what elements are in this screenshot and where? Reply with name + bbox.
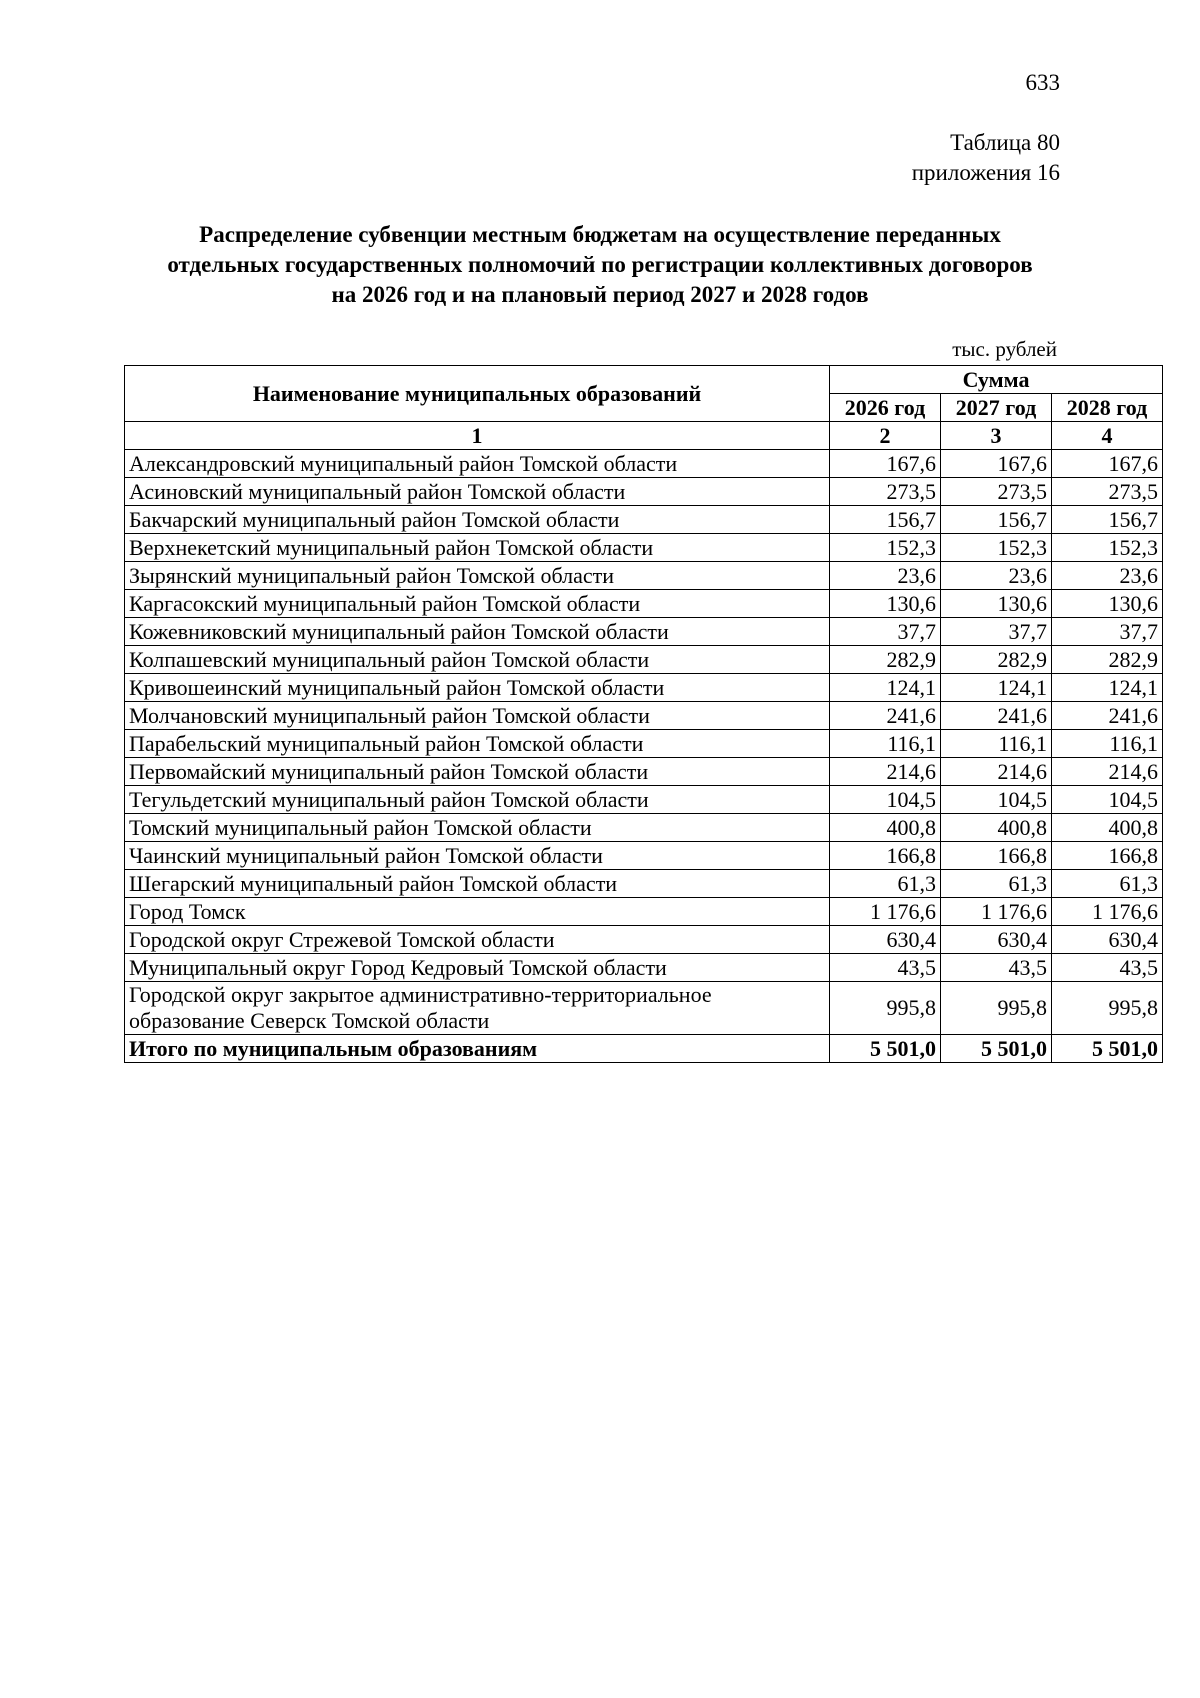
table-row	[125, 478, 1163, 506]
header-year-2026: 2026 год	[830, 394, 941, 422]
row-value-2027: 214,6	[941, 758, 1052, 786]
row-value-2026: 166,8	[830, 842, 941, 870]
row-name: Бакчарский муниципальный район Томской области	[125, 506, 830, 534]
column-number: 2	[830, 422, 941, 450]
row-value-2028: 995,8	[1052, 982, 1163, 1035]
row-value-2027: 43,5	[941, 954, 1052, 982]
table-row	[125, 982, 1163, 1035]
row-value-2027: 156,7	[941, 506, 1052, 534]
row-value-2028: 214,6	[1052, 758, 1163, 786]
row-value-2028: 124,1	[1052, 674, 1163, 702]
row-value-2026: 400,8	[830, 814, 941, 842]
table-row	[125, 450, 1163, 478]
row-name: Кривошеинский муниципальный район Томской области	[125, 674, 830, 702]
row-name: Молчановский муниципальный район Томской области	[125, 702, 830, 730]
table-row	[125, 730, 1163, 758]
header-year-2028: 2028 год	[1052, 394, 1163, 422]
table-row	[125, 674, 1163, 702]
row-value-2028: 282,9	[1052, 646, 1163, 674]
row-value-2027: 400,8	[941, 814, 1052, 842]
document-title	[100, 220, 1100, 310]
table-row	[125, 842, 1163, 870]
table-row	[125, 926, 1163, 954]
row-value-2028: 37,7	[1052, 618, 1163, 646]
row-value-2027: 995,8	[941, 982, 1052, 1035]
row-name: Кожевниковский муниципальный район Томской области	[125, 618, 830, 646]
row-name: Томский муниципальный район Томской области	[125, 814, 830, 842]
header-year-2027: 2027 год	[941, 394, 1052, 422]
row-value-2028: 43,5	[1052, 954, 1163, 982]
row-value-2027: 241,6	[941, 702, 1052, 730]
row-name: Тегульдетский муниципальный район Томской области	[125, 786, 830, 814]
row-value-2028: 400,8	[1052, 814, 1163, 842]
row-value-2028: 23,6	[1052, 562, 1163, 590]
total-value-2028: 5 501,0	[1052, 1035, 1163, 1063]
row-value-2026: 130,6	[830, 590, 941, 618]
row-value-2026: 104,5	[830, 786, 941, 814]
row-value-2027: 124,1	[941, 674, 1052, 702]
subvention-table	[124, 365, 1163, 1063]
table-row	[125, 702, 1163, 730]
total-value-2026: 5 501,0	[830, 1035, 941, 1063]
row-value-2026: 124,1	[830, 674, 941, 702]
row-value-2026: 152,3	[830, 534, 941, 562]
table-reference	[912, 128, 1060, 188]
row-value-2028: 1 176,6	[1052, 898, 1163, 926]
row-value-2028: 152,3	[1052, 534, 1163, 562]
table-row	[125, 618, 1163, 646]
row-value-2027: 167,6	[941, 450, 1052, 478]
row-name-line2: образование Северск Томской области	[129, 1008, 490, 1033]
units-label: тыс. рублей	[952, 337, 1057, 361]
row-value-2026: 116,1	[830, 730, 941, 758]
header-name-column: Наименование муниципальных образований	[125, 366, 830, 422]
row-value-2027: 282,9	[941, 646, 1052, 674]
row-value-2028: 241,6	[1052, 702, 1163, 730]
row-value-2026: 630,4	[830, 926, 941, 954]
table-row	[125, 646, 1163, 674]
row-value-2027: 630,4	[941, 926, 1052, 954]
title-line1: Распределение субвенции местным бюджетам на осуществление переданных	[199, 222, 1001, 247]
row-name: Асиновский муниципальный район Томской области	[125, 478, 830, 506]
table-row	[125, 954, 1163, 982]
row-value-2028: 273,5	[1052, 478, 1163, 506]
row-value-2028: 166,8	[1052, 842, 1163, 870]
row-value-2026: 61,3	[830, 870, 941, 898]
row-name: Город Томск	[125, 898, 830, 926]
table-reference-line1: Таблица 80	[950, 130, 1060, 155]
column-number: 1	[125, 422, 830, 450]
row-name: Муниципальный округ Город Кедровый Томской области	[125, 954, 830, 982]
title-line2: отдельных государственных полномочий по регистрации коллективных договоров	[167, 252, 1033, 277]
row-value-2026: 282,9	[830, 646, 941, 674]
row-name: Зырянский муниципальный район Томской области	[125, 562, 830, 590]
row-value-2026: 1 176,6	[830, 898, 941, 926]
row-value-2027: 104,5	[941, 786, 1052, 814]
row-name-line1: Городской округ закрытое административно-территориальное	[129, 982, 712, 1007]
row-value-2027: 61,3	[941, 870, 1052, 898]
row-value-2026: 37,7	[830, 618, 941, 646]
table-row	[125, 786, 1163, 814]
row-value-2026: 156,7	[830, 506, 941, 534]
row-value-2026: 23,6	[830, 562, 941, 590]
row-name: Парабельский муниципальный район Томской области	[125, 730, 830, 758]
row-name: Первомайский муниципальный район Томской области	[125, 758, 830, 786]
row-value-2027: 166,8	[941, 842, 1052, 870]
row-value-2028: 61,3	[1052, 870, 1163, 898]
table-row	[125, 870, 1163, 898]
row-value-2028: 167,6	[1052, 450, 1163, 478]
row-name: Каргасокский муниципальный район Томской области	[125, 590, 830, 618]
row-value-2028: 130,6	[1052, 590, 1163, 618]
row-value-2028: 104,5	[1052, 786, 1163, 814]
row-value-2027: 130,6	[941, 590, 1052, 618]
row-value-2027: 152,3	[941, 534, 1052, 562]
total-value-2027: 5 501,0	[941, 1035, 1052, 1063]
total-label: Итого по муниципальным образованиям	[125, 1035, 830, 1063]
table-row	[125, 758, 1163, 786]
row-name	[125, 982, 830, 1035]
row-name: Шегарский муниципальный район Томской области	[125, 870, 830, 898]
total-row	[125, 1035, 1163, 1063]
row-value-2028: 116,1	[1052, 730, 1163, 758]
row-value-2026: 214,6	[830, 758, 941, 786]
table-reference-line2: приложения 16	[911, 160, 1060, 185]
table-row	[125, 534, 1163, 562]
page-number: 633	[1025, 70, 1060, 95]
column-number: 3	[941, 422, 1052, 450]
row-name: Чаинский муниципальный район Томской области	[125, 842, 830, 870]
row-name: Городской округ Стрежевой Томской области	[125, 926, 830, 954]
row-value-2027: 1 176,6	[941, 898, 1052, 926]
table-row	[125, 590, 1163, 618]
row-value-2026: 43,5	[830, 954, 941, 982]
row-name: Александровский муниципальный район Томской области	[125, 450, 830, 478]
table-row	[125, 814, 1163, 842]
row-value-2027: 273,5	[941, 478, 1052, 506]
header-sum-column: Сумма	[830, 366, 1163, 394]
row-value-2026: 273,5	[830, 478, 941, 506]
table-row	[125, 898, 1163, 926]
row-name: Колпашевский муниципальный район Томской области	[125, 646, 830, 674]
row-value-2026: 167,6	[830, 450, 941, 478]
column-number: 4	[1052, 422, 1163, 450]
row-value-2026: 241,6	[830, 702, 941, 730]
column-numbers-row	[125, 422, 1163, 450]
table-row	[125, 562, 1163, 590]
row-value-2027: 23,6	[941, 562, 1052, 590]
row-value-2027: 116,1	[941, 730, 1052, 758]
row-value-2028: 630,4	[1052, 926, 1163, 954]
title-line3: на 2026 год и на плановый период 2027 и 2028 годов	[331, 282, 869, 307]
row-value-2026: 995,8	[830, 982, 941, 1035]
row-value-2028: 156,7	[1052, 506, 1163, 534]
table-row	[125, 506, 1163, 534]
row-name: Верхнекетский муниципальный район Томской области	[125, 534, 830, 562]
row-value-2027: 37,7	[941, 618, 1052, 646]
header-row	[125, 366, 1163, 394]
